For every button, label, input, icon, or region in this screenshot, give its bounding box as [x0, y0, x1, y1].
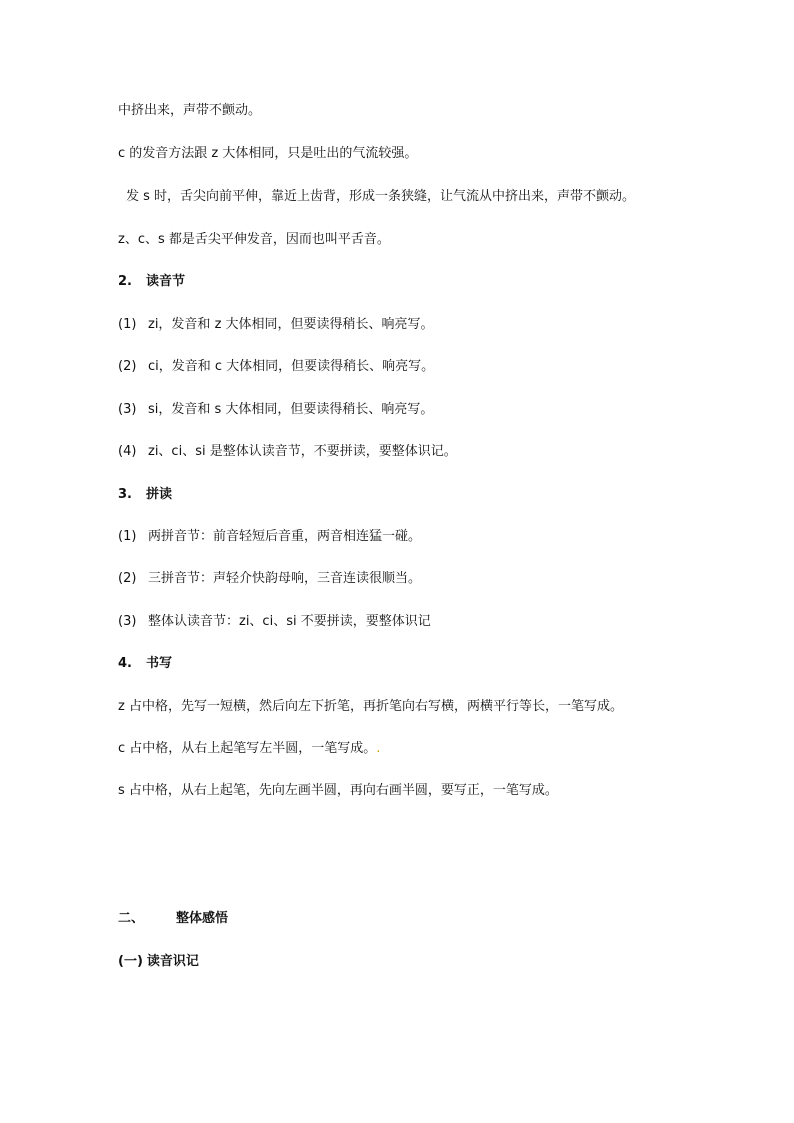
item-number: (4) [118, 444, 137, 459]
part-heading [118, 910, 228, 928]
section-number: 3. [118, 487, 132, 502]
list-item [118, 443, 457, 461]
item-text: 整体认读音节：zi、ci、si 不要拼读，要整体识记 [148, 614, 431, 629]
line-text: c 占中格，从右上起笔写左半圆，一笔写成。 [118, 741, 377, 756]
section-title: 书写 [146, 656, 173, 671]
item-text: 两拼音节：前音轻短后音重，两音相连猛一碰。 [148, 529, 422, 544]
paragraph-line [118, 145, 417, 163]
item-text: 三拼音节：声轻介快韵母响，三音连读很顺当。 [148, 571, 422, 586]
line-text: 中挤出来，声带不颤动。 [118, 103, 262, 118]
line-text: 发 s 时，舌尖向前平伸，靠近上齿背，形成一条狭缝，让气流从中挤出来，声带不颤动。 [126, 189, 636, 204]
item-text: zi，发音和 z 大体相同，但要读得稍长、响亮写。 [148, 317, 434, 332]
section-heading-3 [118, 486, 172, 504]
highlight-mark: . [376, 741, 381, 756]
item-number: (1) [118, 317, 137, 332]
line-text: s 占中格，从右上起笔，先向左画半圆，再向右画半圆，要写正，一笔写成。 [118, 783, 558, 798]
item-text: si，发音和 s 大体相同，但要读得稍长、响亮写。 [148, 402, 434, 417]
section-title: 读音节 [146, 274, 186, 289]
part-number: 二、 [118, 911, 145, 926]
item-number: (2) [118, 571, 137, 586]
item-number: (3) [118, 402, 137, 417]
subsection-heading [118, 953, 199, 971]
item-number: (1) [118, 529, 137, 544]
section-number: 4. [118, 656, 132, 671]
line-text: c 的发音方法跟 z 大体相同，只是吐出的气流较强。 [118, 146, 418, 161]
line-text: z 占中格，先写一短横，然后向左下折笔，再折笔向右写横，两横平行等长，一笔写成。 [118, 699, 623, 714]
list-item [118, 613, 431, 631]
list-item [118, 358, 434, 376]
item-text: zi、ci、si 是整体认读音节，不要拼读，要整体识记。 [148, 444, 457, 459]
paragraph-line [126, 188, 635, 206]
list-item [118, 401, 433, 419]
paragraph-line [118, 740, 380, 758]
part-title: 整体感悟 [176, 911, 229, 926]
line-text: z、c、s 都是舌尖平伸发音，因而也叫平舌音。 [118, 232, 390, 247]
paragraph-line [118, 782, 558, 800]
item-text: ci，发音和 c 大体相同，但要读得稍长、响亮写。 [148, 359, 435, 374]
subsection-number: (一) [118, 954, 143, 969]
list-item [118, 316, 434, 334]
section-title: 拼读 [146, 487, 173, 502]
paragraph-line [118, 698, 623, 716]
list-item [118, 570, 421, 588]
subsection-title: 读音识记 [146, 954, 199, 969]
section-heading-4 [118, 655, 172, 673]
item-number: (2) [118, 359, 137, 374]
section-heading-2 [118, 273, 185, 291]
item-number: (3) [118, 614, 137, 629]
section-number: 2. [118, 274, 132, 289]
paragraph-line [118, 231, 390, 249]
paragraph-line [118, 102, 261, 120]
list-item [118, 528, 421, 546]
